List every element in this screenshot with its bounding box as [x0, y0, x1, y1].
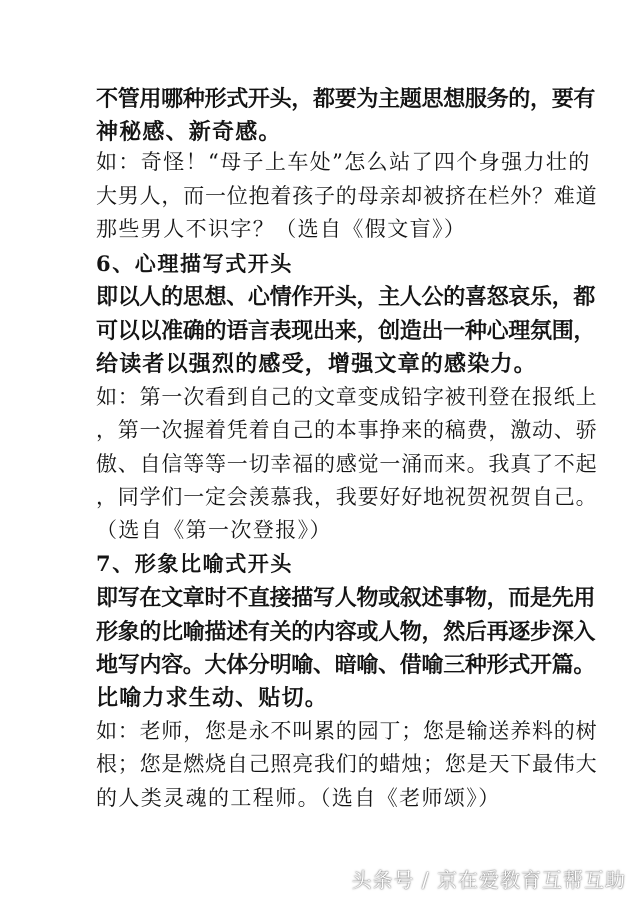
example-line-1: 如：奇怪！“母子上车处”怎么站了四个身强力壮的	[96, 150, 591, 174]
example-line-10: 根；您是燃烧自己照亮我们的蜡烛；您是天下最伟大	[96, 752, 598, 776]
body-line-2: 神秘感、新奇感。	[96, 119, 282, 145]
body-line-3: 即以人的思想、心情作开头，主人公的喜怒哀乐，都	[96, 284, 596, 310]
source-watermark: 头条号 / 京在爱教育互帮互助	[351, 868, 626, 892]
section-heading-6: 6、心理描写式开头	[96, 251, 294, 276]
section-heading-7: 7、形象比喻式开头	[96, 551, 294, 576]
example-line-4: 如：第一次看到自己的文章变成铅字被刊登在报纸上	[96, 385, 598, 409]
body-line-7: 形象的比喻描述有关的内容或人物，然后再逐步深入	[96, 619, 596, 645]
example-line-6: 傲、自信等等一切幸福的感觉一涌而来。我真了不起	[96, 452, 598, 476]
body-line-6: 即写在文章时不直接描写人物或叙述事物，而是先用	[96, 585, 596, 611]
example-line-7: ，同学们一定会羡慕我，我要好好地祝贺祝贺自己。	[96, 485, 598, 509]
body-line-8: 地写内容。大体分明喻、暗喻、借喻三种形式开篇。	[96, 652, 596, 678]
body-line-5: 给读者以强烈的感受，增强文章的感染力。	[96, 351, 537, 377]
example-line-9: 如：老师，您是永不叫累的园丁；您是输送养料的树	[96, 719, 598, 743]
body-line-4: 可以以准确的语言表现出来，创造出一种心理氛围，	[96, 318, 596, 344]
example-line-8: （选自《第一次登报》）	[96, 518, 332, 542]
example-line-11: 的人类灵魂的工程师。（选自《老师颂》）	[96, 786, 501, 810]
body-line-1: 不管用哪种形式开头，都要为主题思想服务的，要有	[96, 86, 596, 112]
example-line-3: 那些男人不识字？（选自《假文盲》）	[96, 217, 467, 241]
example-line-2: 大男人，而一位抱着孩子的母亲却被挤在栏外？难道	[96, 184, 598, 208]
example-line-5: ，第一次握着凭着自己的本事挣来的稿费，激动、骄	[96, 418, 598, 442]
body-line-9: 比喻力求生动、贴切。	[96, 685, 329, 711]
